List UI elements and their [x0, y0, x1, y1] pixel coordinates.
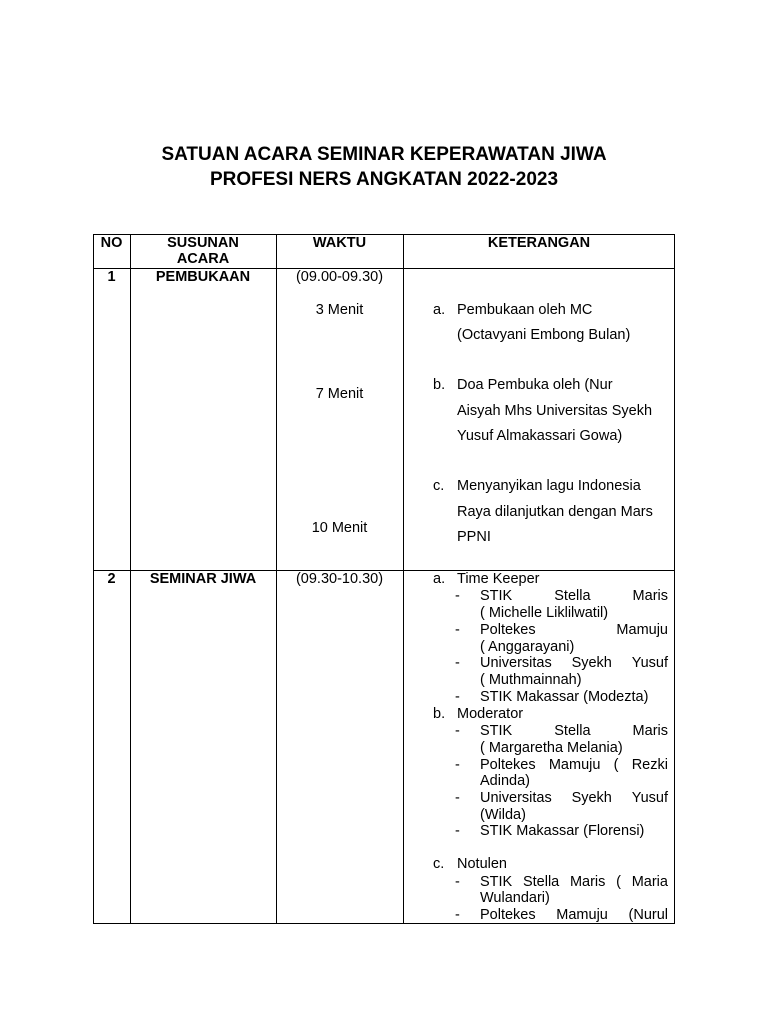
text-word: Yusuf — [631, 655, 668, 671]
notulen-item-cont: Wulandari) — [480, 890, 550, 906]
list-marker: a. — [433, 302, 446, 318]
text-word: Yusuf — [631, 790, 668, 806]
time-keeper-item: STIK Makassar (Modezta) — [480, 689, 649, 705]
row1-duration: 3 Menit — [315, 302, 364, 318]
list-marker: b. — [433, 706, 446, 722]
document-title-line-1: SATUAN ACARA SEMINAR KEPERAWATAN JIWA — [161, 144, 607, 165]
row1-acara: PEMBUKAAN — [155, 269, 251, 285]
text-word: Poltekes — [480, 622, 536, 638]
list-marker: a. — [433, 571, 446, 587]
text-word: STIK — [480, 723, 513, 739]
moderator-item — [480, 723, 668, 740]
header-waktu: WAKTU — [312, 235, 367, 251]
row1-item-b-line: Aisyah Mhs Universitas Syekh — [457, 403, 653, 419]
text-word: Universitas — [480, 655, 552, 671]
time-keeper-item-cont: ( Michelle Liklilwatil) — [480, 605, 609, 621]
text-word: Maris — [632, 588, 668, 604]
text-word: Mamuju — [548, 757, 601, 773]
row1-item-b-line: Doa Pembuka oleh (Nur — [457, 377, 613, 393]
list-marker: c. — [433, 478, 445, 494]
moderator-item-cont: (Wilda) — [480, 807, 526, 823]
row1-no: 1 — [107, 269, 116, 285]
document-title-line-2: PROFESI NERS ANGKATAN 2022-2023 — [209, 169, 559, 190]
dash-bullet: - — [455, 823, 460, 839]
list-marker: c. — [433, 856, 445, 872]
dash-bullet: - — [455, 907, 460, 923]
text-word: Stella — [554, 723, 591, 739]
row1-waktu: (09.00-09.30) — [295, 269, 384, 285]
text-word: ( — [616, 874, 621, 890]
dash-bullet: - — [455, 588, 460, 604]
text-word: Maria — [631, 874, 668, 890]
time-keeper-item — [480, 622, 668, 639]
row2-no: 2 — [107, 571, 116, 587]
table-border-right — [674, 234, 675, 924]
moderator-item: STIK Makassar (Florensi) — [480, 823, 645, 839]
dash-bullet: - — [455, 622, 460, 638]
row2-waktu: (09.30-10.30) — [295, 571, 384, 587]
time-keeper-label: Time Keeper — [457, 571, 540, 587]
text-word: Maris — [632, 723, 668, 739]
row1-duration: 10 Menit — [311, 520, 368, 536]
time-keeper-item — [480, 655, 668, 672]
moderator-item-cont: ( Margaretha Melania) — [480, 740, 623, 756]
text-word: Poltekes — [480, 757, 536, 773]
row1-duration: 7 Menit — [315, 386, 364, 402]
moderator-item — [480, 790, 668, 807]
header-keterangan: KETERANGAN — [487, 235, 591, 251]
row1-item-c-line: Menyanyikan lagu Indonesia — [457, 478, 641, 494]
header-susunan-line-1: SUSUNAN — [167, 235, 239, 251]
text-word: Stella — [554, 588, 591, 604]
dash-bullet: - — [455, 874, 460, 890]
schedule-table — [93, 234, 675, 924]
text-word: Poltekes — [480, 907, 536, 923]
text-word: STIK — [480, 588, 513, 604]
header-no: NO — [100, 235, 123, 251]
list-marker: b. — [433, 377, 446, 393]
text-word: STIK — [480, 874, 513, 890]
header-susunan-line-2: ACARA — [176, 251, 230, 267]
text-word: ( — [613, 757, 619, 773]
text-word: (Nurul — [628, 907, 668, 923]
notulen-label: Notulen — [457, 856, 507, 872]
text-word: Maris — [569, 874, 606, 890]
moderator-item-cont: Adinda) — [480, 773, 530, 789]
row1-item-c-line: PPNI — [457, 529, 491, 545]
dash-bullet: - — [455, 757, 460, 773]
notulen-item — [480, 907, 668, 924]
row1-item-a-line: Pembukaan oleh MC — [457, 302, 593, 318]
text-word: Universitas — [480, 790, 552, 806]
row1-item-a-line: (Octavyani Embong Bulan) — [457, 327, 631, 343]
row1-item-c-line: Raya dilanjutkan dengan Mars — [457, 504, 653, 520]
row2-acara: SEMINAR JIWA — [149, 571, 257, 587]
dash-bullet: - — [455, 723, 460, 739]
moderator-item — [480, 757, 668, 774]
column-divider-3 — [403, 234, 404, 924]
dash-bullet: - — [455, 689, 460, 705]
text-word: Rezki — [631, 757, 668, 773]
text-word: Mamuju — [616, 622, 668, 638]
text-word: Mamuju — [556, 907, 608, 923]
text-word: Stella — [522, 874, 560, 890]
time-keeper-item-cont: ( Muthmainnah) — [480, 672, 582, 688]
dash-bullet: - — [455, 655, 460, 671]
text-word: Syekh — [571, 790, 612, 806]
dash-bullet: - — [455, 790, 460, 806]
time-keeper-item-cont: ( Anggarayani) — [480, 639, 575, 655]
time-keeper-item — [480, 588, 668, 605]
text-word: Syekh — [571, 655, 612, 671]
moderator-label: Moderator — [457, 706, 524, 722]
row1-item-b-line: Yusuf Almakassari Gowa) — [457, 428, 623, 444]
notulen-item — [480, 874, 668, 891]
